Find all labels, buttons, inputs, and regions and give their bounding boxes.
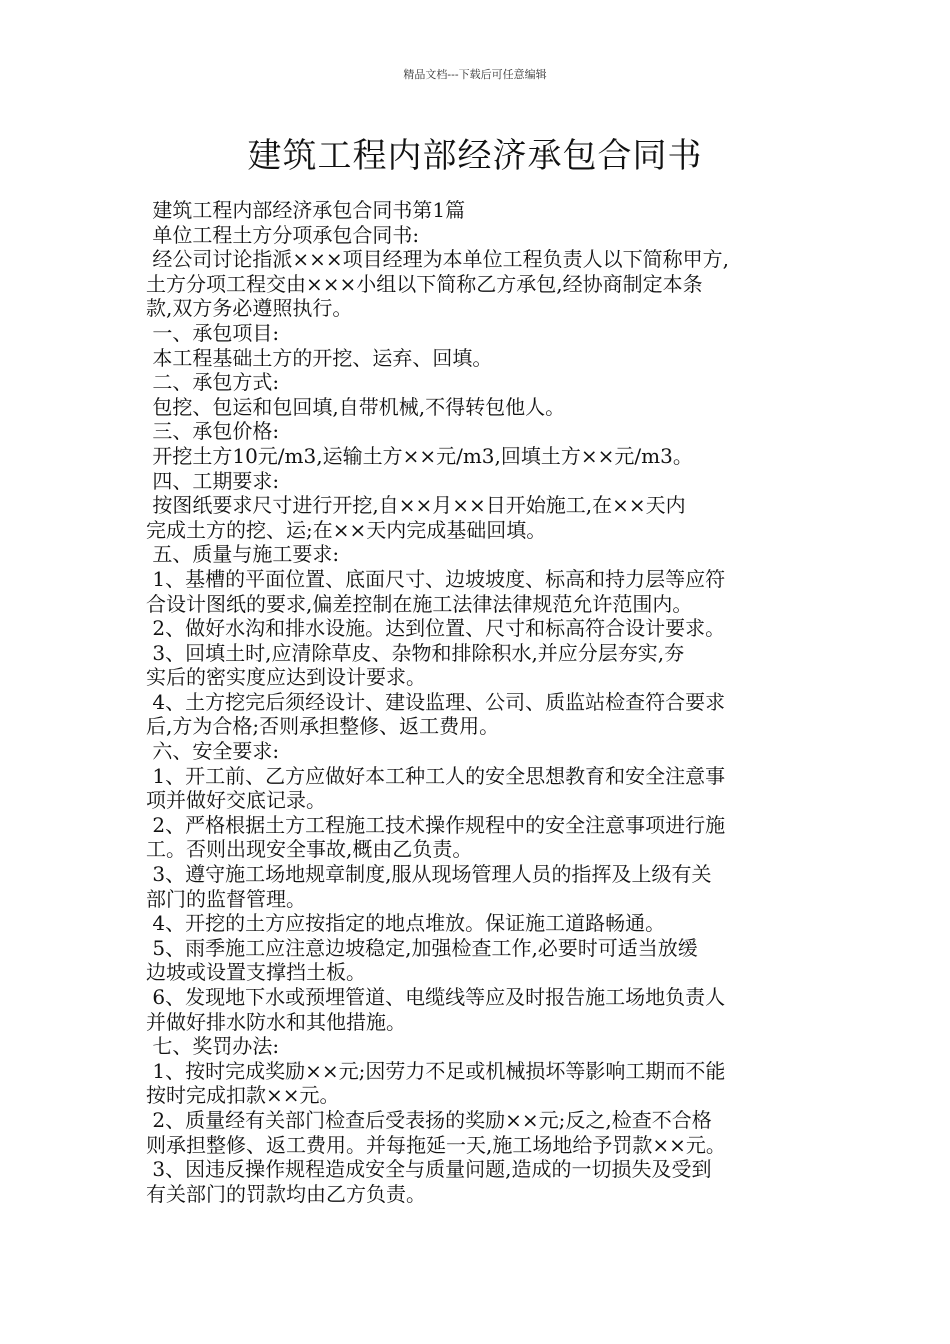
body-text-line: 4、土方挖完后须经设计、建设监理、公司、质监站检查符合要求 [146,689,726,714]
document-body [146,198,814,1206]
body-text-line: 五、质量与施工要求: [146,542,340,567]
body-text-line: 1、开工前、乙方应做好本工种工人的安全思想教育和安全注意事 [146,763,726,788]
body-text-line: 按图纸要求尺寸进行开挖,自××月××日开始施工,在××天内 [146,493,686,518]
body-text-line: 土方分项工程交由×××小组以下简称乙方承包,经协商制定本条 [146,271,703,296]
body-text-line: 开挖土方10元/m3,运输土方××元/m3,回填土方××元/m3。 [146,443,693,468]
body-text-line: 2、质量经有关部门检查后受表扬的奖励××元;反之,检查不合格 [146,1107,712,1132]
body-text-line: 完成土方的挖、运;在××天内完成基础回填。 [146,517,547,542]
body-text-line: 单位工程土方分项承包合同书: [146,222,420,247]
body-text-line: 工。否则出现安全事故,概由乙负责。 [146,837,473,862]
body-text-line: 项并做好交底记录。 [146,788,326,813]
body-text-line: 七、奖罚办法: [146,1034,280,1059]
document-title: 建筑工程内部经济承包合同书 [247,136,703,176]
body-text-line: 三、承包价格: [146,419,280,444]
body-text-line: 3、因违反操作规程造成安全与质量问题,造成的一切损失及受到 [146,1157,712,1182]
body-text-line: 一、承包项目: [146,320,280,345]
body-text-line: 合设计图纸的要求,偏差控制在施工法律法律规范允许范围内。 [146,591,693,616]
body-text-line: 6、发现地下水或预埋管道、电缆线等应及时报告施工场地负责人 [146,985,726,1009]
body-text-line: 四、工期要求: [146,468,280,493]
body-text-line: 六、安全要求: [146,739,280,764]
body-text-line: 经公司讨论指派×××项目经理为本单位工程负责人以下简称甲方, [146,247,729,272]
body-text-line: 部门的监督管理。 [146,886,306,911]
body-text-line: 3、遵守施工场地规章制度,服从现场管理人员的指挥及上级有关 [146,862,712,887]
body-text-line: 边坡或设置支撑挡土板。 [146,960,366,985]
body-text-line: 建筑工程内部经济承包合同书第1篇 [146,198,466,222]
body-text-line: 款,双方务必遵照执行。 [146,296,353,321]
body-text-line: 包挖、包运和包回填,自带机械,不得转包他人。 [146,394,566,419]
body-text-line: 后,方为合格;否则承担整修、返工费用。 [146,714,500,739]
body-text-line: 实后的密实度应达到设计要求。 [146,665,426,690]
body-text-line: 2、做好水沟和排水设施。达到位置、尺寸和标高符合设计要求。 [146,616,726,641]
body-text-line: 1、按时完成奖励××元;因劳力不足或机械损坏等影响工期而不能 [146,1058,726,1083]
body-text-line: 5、雨季施工应注意边坡稳定,加强检查工作,必要时可适当放缓 [146,935,698,960]
body-text-line: 3、回填土时,应清除草皮、杂物和排除积水,并应分层夯实,夯 [146,640,685,665]
body-text-line: 二、承包方式: [146,370,280,395]
body-text-line: 4、开挖的土方应按指定的地点堆放。保证施工道路畅通。 [146,911,666,936]
body-text-line: 2、严格根据土方工程施工技术操作规程中的安全注意事项进行施 [146,812,726,837]
body-text-line: 则承担整修、返工费用。并每拖延一天,施工场地给予罚款××元。 [146,1132,726,1157]
body-text-line: 有关部门的罚款均由乙方负责。 [146,1181,426,1206]
body-text-line: 1、基槽的平面位置、底面尺寸、边坡坡度、标高和持力层等应符 [146,566,726,591]
body-text-line: 并做好排水防水和其他措施。 [146,1009,406,1034]
body-text-line: 按时完成扣款××元。 [146,1083,340,1108]
body-text-line: 本工程基础土方的开挖、运弃、回填。 [146,345,493,370]
page-header: 精品文档---下载后可任意编辑 [403,68,547,81]
